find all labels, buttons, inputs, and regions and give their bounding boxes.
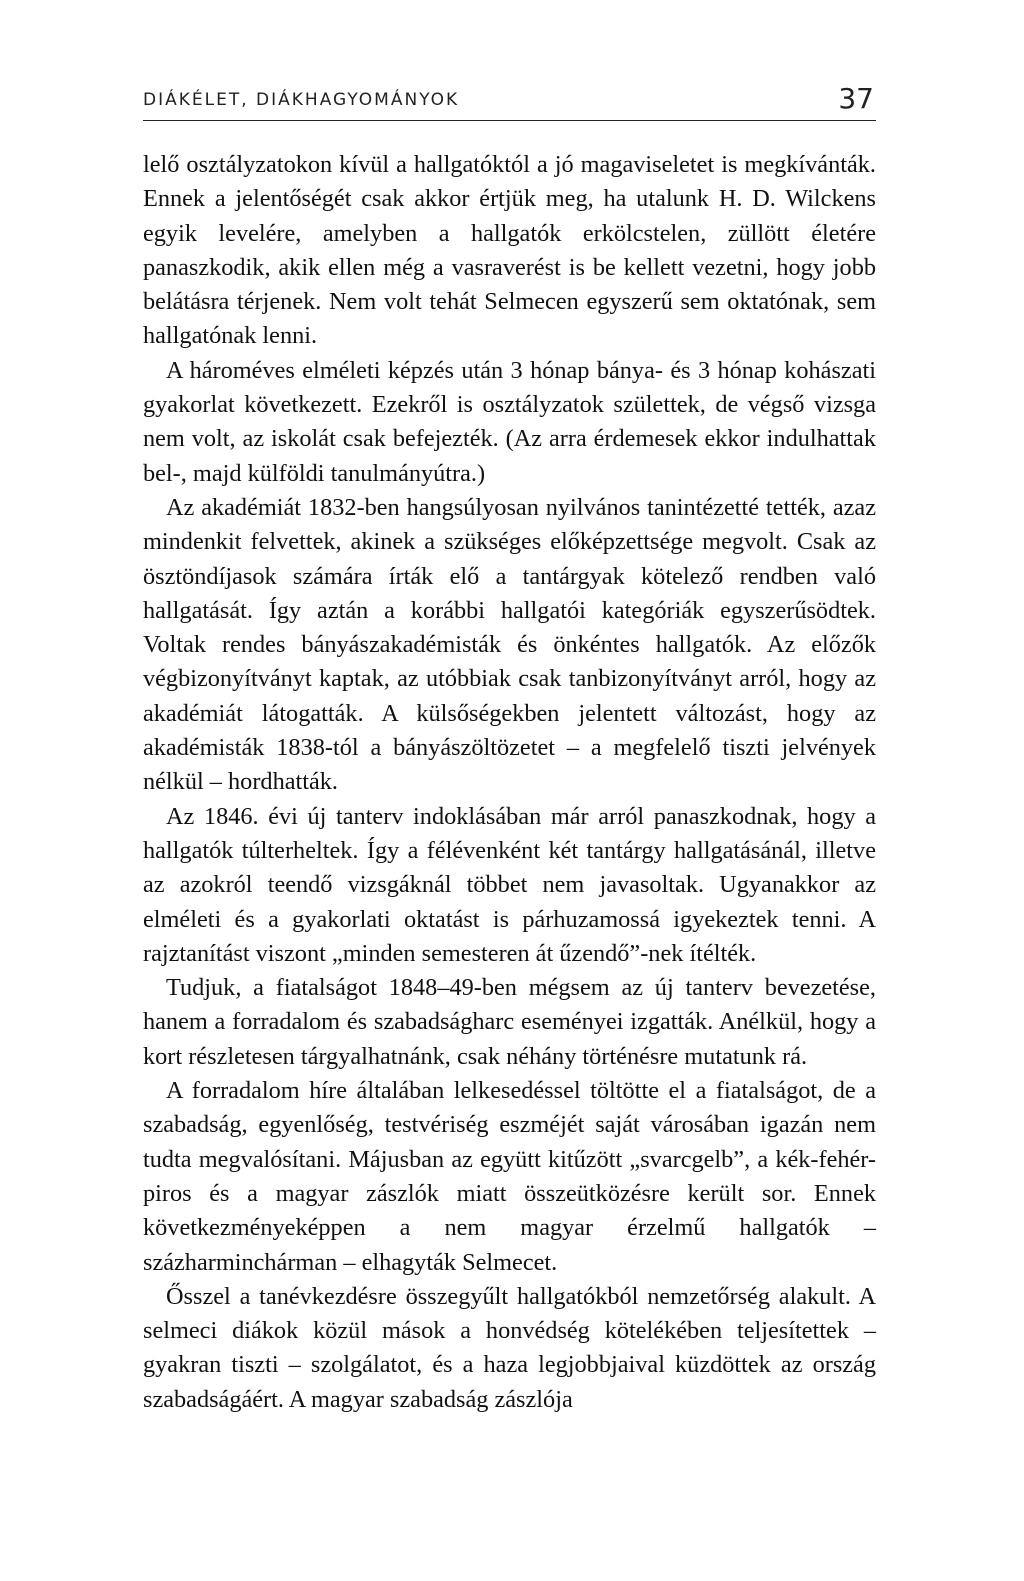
paragraph: A forradalom híre általában lelkesedéssel töltötte el a fiatalságot, de a szabadság, egyenlőség, testvériség eszméjét saját városában igazán nem tudta megvalósítani. Májusban az együtt kitűzött „svarcgelb”, a kék-fehér-piros és a magyar zászlók miatt összeütközésre került sor. Ennek következményeképpen a nem magyar érzelmű hallgatók – százharminchárman – elhagyták Selmecet. — [143, 1077, 876, 1276]
running-header — [143, 84, 876, 121]
paragraph: Tudjuk, a fiatalságot 1848–49-ben mégsem az új tanterv bevezetése, hanem a forradalom és szabadságharc eseményei izgatták. Anélkül, hogy a kort részletesen tárgyalhatnánk, csak néhány történésre mutatunk rá. — [143, 974, 876, 1070]
paragraph: A hároméves elméleti képzés után 3 hónap bánya- és 3 hónap kohászati gyakorlat következett. Ezekről is osztályzatok születtek, de végső vizsga nem volt, az iskolát csak befejezték. (Az arra érdemesek ekkor indulhattak bel-, majd külföldi tanulmányútra.) — [143, 356, 876, 487]
page-number: 37 — [838, 82, 874, 115]
paragraph-continued: lelő osztályzatokon kívül a hallgatóktól a jó magaviseletet is megkívánták. Ennek a jelentőségét csak akkor értjük meg, ha utalunk H. D. Wilckens egyik levelére, amelyben a hallgatók erkölcstelen, züllött életére panaszkodik, akik ellen még a vasraverést is be kellett vezetni, hogy jobb belátásra térjenek. Nem volt tehát Selmecen egyszerű sem oktatónak, sem hallgatónak lenni. — [143, 151, 876, 350]
paragraph: Az akadémiát 1832-ben hangsúlyosan nyilvános tanintézetté tették, azaz mindenkit felvettek, akinek a szükséges előképzettsége megvolt. Csak az ösztöndíjasok számára írták elő a tantárgyak kötelező rendben való hallgatását. Így aztán a korábbi hallgatói kategóriák egyszerűsödtek. Voltak rendes bányászakadémisták és önkéntes hallgatók. Az előzők végbizonyítványt kaptak, az utóbbiak csak tanbizonyítványt arról, hogy az akadémiát látogatták. A külsőségekben jelentett változást, hogy az akadémisták 1838-tól a bányászöltözetet – a megfelelő tiszti jelvények nélkül – hordhatták. — [143, 493, 876, 796]
paragraph: Az 1846. évi új tanterv indoklásában már arról panaszkodnak, hogy a hallgatók túlterheltek. Így a félévenként két tantárgy hallgatásánál, illetve az azokról teendő vizsgáknál többet nem javasoltak. Ugyanakkor az elméleti és a gyakorlati oktatást is párhuzamossá igyekeztek tenni. A rajztanítást viszont „minden semesteren át űzendő”-nek ítélték. — [143, 802, 876, 967]
paragraph: Ősszel a tanévkezdésre összegyűlt hallgatókból nemzetőrség alakult. A selmeci diákok közül mások a honvédség kötelékében teljesítettek – gyakran tiszti – szolgálatot, és a haza legjobbjaival küzdöttek az ország szabadságáért. A magyar szabadság zászlója — [143, 1282, 876, 1413]
running-title: DIÁKÉLET, DIÁKHAGYOMÁNYOK — [143, 90, 460, 110]
body-text — [143, 148, 876, 1417]
